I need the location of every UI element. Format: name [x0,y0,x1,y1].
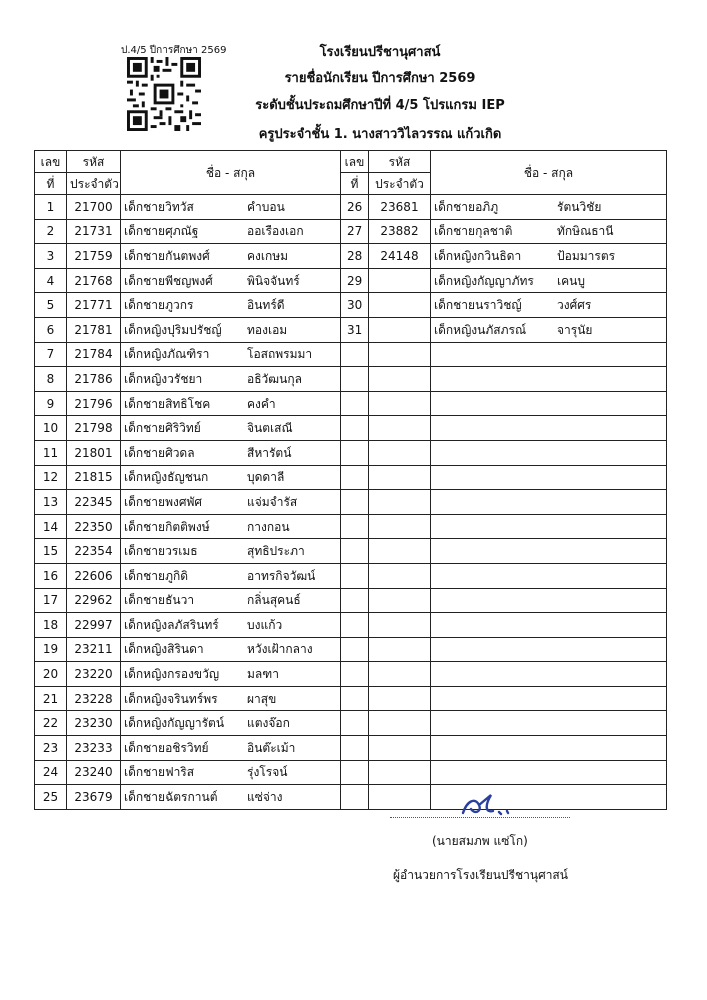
student-surname: อินต๊ะเม้า [247,740,296,755]
student-name-right [431,244,667,269]
student-name [121,195,341,220]
student-code-right [369,760,431,785]
student-code: 23220 [67,662,121,687]
student-surname: ออเรืองเอก [247,224,304,239]
student-name [121,711,341,736]
student-first-name: เด็กหญิงกัญญารัตน์ [124,716,225,731]
student-surname: แจ่มจำรัส [247,494,298,509]
col-code-header-line2: ประจำตัว [67,173,121,195]
student-first-name-right: เด็กชายกุลชาติ [434,224,513,239]
student-name [121,686,341,711]
student-code-right [369,514,431,539]
student-name [121,662,341,687]
row-number: 5 [35,293,67,318]
student-roster-table [34,150,667,810]
student-first-name: เด็กหญิงวรัชยา [124,371,203,386]
student-first-name: เด็กชายศิริวิทย์ [124,421,201,436]
student-code: 21798 [67,416,121,441]
col-no-header-line2: ที่ [35,173,67,195]
student-first-name: เด็กชายภูวกร [124,298,194,313]
student-first-name: เด็กชายพงศพัศ [124,494,202,509]
student-surname: พินิจจันทร์ [247,273,300,288]
signer-title: ผู้อำนวยการโรงเรียนปรีชานุศาสน์ [393,868,568,882]
homeroom-teacher: ครูประจำชั้น 1. นางสาววิไลวรรณ แก้วเกิด [258,127,502,142]
row-number: 12 [35,465,67,490]
student-code: 23228 [67,686,121,711]
row-number: 4 [35,268,67,293]
student-code-right [369,785,431,810]
table-row [35,563,667,588]
table-row [35,317,667,342]
row-number-right [341,416,369,441]
table-row [35,637,667,662]
student-name-right [431,662,667,687]
student-first-name-right: เด็กหญิงนภัสภรณ์ [434,322,527,337]
student-code-right [369,711,431,736]
student-code: 21784 [67,342,121,367]
student-name [121,613,341,638]
row-number: 10 [35,416,67,441]
student-code: 23233 [67,736,121,761]
student-first-name: เด็กชายวรเมธ [124,544,198,559]
student-surname: แซ่จ่าง [247,790,283,805]
row-number: 19 [35,637,67,662]
student-name [121,490,341,515]
student-surname: สุทธิประภา [247,544,305,559]
student-surname: หวังเฝ้ากลาง [247,642,313,657]
header-row-1 [35,151,667,173]
row-number-right [341,686,369,711]
row-number: 23 [35,736,67,761]
student-first-name: เด็กหญิงลภัสรินทร์ [124,617,219,632]
row-number-right: 27 [341,219,369,244]
table-row [35,219,667,244]
row-number-right [341,367,369,392]
student-name [121,416,341,441]
col-name-header: ชื่อ - สกุล [121,151,341,195]
student-name [121,367,341,392]
row-number-right: 29 [341,268,369,293]
table-row [35,342,667,367]
student-code-right [369,637,431,662]
student-code: 21786 [67,367,121,392]
student-code-right [369,686,431,711]
student-surname: โอสถพรมมา [247,347,313,362]
student-name [121,293,341,318]
col-no-header-right-line2: ที่ [341,173,369,195]
student-surname: อธิวัฒนกุล [247,371,302,386]
signature-mark [455,787,525,821]
row-number: 9 [35,391,67,416]
student-name [121,588,341,613]
student-name-right [431,195,667,220]
table-row [35,514,667,539]
student-name-right [431,588,667,613]
student-name [121,244,341,269]
row-number: 13 [35,490,67,515]
table-row [35,440,667,465]
signature-line [390,817,570,818]
student-code: 22354 [67,539,121,564]
row-number-right [341,440,369,465]
row-number: 11 [35,440,67,465]
row-number-right [341,613,369,638]
row-number-right [341,514,369,539]
student-surname: กางกอน [247,519,290,534]
table-row [35,613,667,638]
student-name-right [431,268,667,293]
table-row [35,539,667,564]
student-name [121,342,341,367]
row-number: 24 [35,760,67,785]
student-code: 21700 [67,195,121,220]
student-code-right: 23681 [369,195,431,220]
document-subtitle: รายชื่อนักเรียน ปีการศึกษา 2569 [284,71,476,86]
row-number-right: 26 [341,195,369,220]
row-number-right [341,342,369,367]
row-number-right [341,490,369,515]
student-name-right [431,219,667,244]
student-first-name: เด็กหญิงปุริมปรัชญ์ [124,322,222,337]
student-code-right [369,736,431,761]
row-number-right [341,785,369,810]
row-number: 25 [35,785,67,810]
student-first-name: เด็กชายกิตติพงษ์ [124,519,210,534]
student-code-right [369,613,431,638]
table-row [35,490,667,515]
student-name-right [431,465,667,490]
row-number: 6 [35,317,67,342]
student-name-right [431,367,667,392]
student-name-right [431,711,667,736]
student-name [121,391,341,416]
student-surname: ผาสุข [247,691,277,706]
student-first-name-right: เด็กชายอภิภู [434,199,499,214]
student-code-right [369,317,431,342]
student-name [121,539,341,564]
row-number-right [341,662,369,687]
table-row [35,416,667,441]
student-code-right [369,342,431,367]
student-surname-right: จารุนัย [557,322,593,337]
row-number-right [341,539,369,564]
row-number: 2 [35,219,67,244]
student-code: 22606 [67,563,121,588]
col-code-header-right: รหัส [369,151,431,173]
student-code-right [369,539,431,564]
student-code-right: 24148 [369,244,431,269]
row-number-right: 31 [341,317,369,342]
student-first-name: เด็กชายวิทวัส [124,199,194,214]
student-first-name: เด็กหญิงภัณฑิรา [124,347,210,362]
student-code-right [369,268,431,293]
student-code-right [369,293,431,318]
table-row [35,244,667,269]
student-name-right [431,637,667,662]
student-name-right [431,293,667,318]
student-code: 21771 [67,293,121,318]
school-name: โรงเรียนปรีชานุศาสน์ [319,45,441,60]
row-number-right [341,588,369,613]
student-surname: บงแก้ว [247,617,283,632]
student-code-right: 23882 [369,219,431,244]
student-code: 21731 [67,219,121,244]
table-row [35,662,667,687]
student-first-name: เด็กชายศิวดล [124,445,195,460]
qr-code-icon [127,57,201,131]
row-number: 3 [35,244,67,269]
student-surname: คงเกษม [247,248,289,263]
col-code-header-right-line2: ประจำตัว [369,173,431,195]
student-code: 23679 [67,785,121,810]
student-name [121,440,341,465]
student-code: 22350 [67,514,121,539]
student-code: 23240 [67,760,121,785]
student-code-right [369,662,431,687]
row-number: 21 [35,686,67,711]
student-code: 22962 [67,588,121,613]
student-name-right [431,563,667,588]
row-number-right [341,736,369,761]
student-code-right [369,367,431,392]
student-name-right [431,760,667,785]
student-code: 21815 [67,465,121,490]
col-name-header-right: ชื่อ - สกุล [431,151,667,195]
table-row [35,268,667,293]
student-surname: กลิ่นสุคนธ์ [247,593,301,608]
row-number-right [341,391,369,416]
row-number: 8 [35,367,67,392]
student-name-right [431,514,667,539]
student-code: 21781 [67,317,121,342]
student-code-right [369,416,431,441]
table-row [35,686,667,711]
student-code: 21801 [67,440,121,465]
student-first-name: เด็กชายศุภณัฐ [124,224,199,239]
student-code-right [369,563,431,588]
student-name-right [431,613,667,638]
student-surname: ทองเอม [247,322,288,337]
student-surname-right: ป้อมมารตร [557,248,616,263]
table-row [35,367,667,392]
student-surname: สีหารัตน์ [247,445,292,460]
student-code: 23230 [67,711,121,736]
table-row [35,293,667,318]
class-year-label: ป.4/5 ปีการศึกษา 2569 [121,45,227,56]
student-first-name: เด็กหญิงจรินทร์พร [124,691,218,706]
row-number: 18 [35,613,67,638]
student-first-name: เด็กหญิงกรองขวัญ [124,667,220,682]
student-code-right [369,465,431,490]
student-first-name: เด็กหญิงสิรินดา [124,642,204,657]
row-number: 7 [35,342,67,367]
col-no-header-right: เลข [341,151,369,173]
student-code-right [369,391,431,416]
table-row [35,785,667,810]
student-first-name-right: เด็กหญิงกัญญาภัทร [434,273,534,288]
row-number: 17 [35,588,67,613]
signer-name: (นายสมภพ แซ่โก) [432,834,528,848]
student-name-right [431,539,667,564]
student-name-right [431,686,667,711]
student-name-right [431,391,667,416]
student-first-name: เด็กชายอชิรวิทย์ [124,740,209,755]
student-surname: มลฑา [247,667,279,682]
table-row [35,465,667,490]
student-surname: แตงจ๊อก [247,716,290,731]
student-surname-right: รัตนวิชัย [557,199,602,214]
student-name-right [431,736,667,761]
row-number: 14 [35,514,67,539]
row-number: 22 [35,711,67,736]
student-first-name-right: เด็กชายนราวิชญ์ [434,298,522,313]
student-first-name: เด็กหญิงธัญชนก [124,470,209,485]
col-code-header: รหัส [67,151,121,173]
row-number-right [341,563,369,588]
table-row [35,760,667,785]
student-name-right [431,317,667,342]
row-number: 15 [35,539,67,564]
student-surname: อาทรกิจวัฒน์ [247,568,316,583]
student-first-name: เด็กชายสิทธิโชค [124,396,211,411]
row-number-right [341,637,369,662]
student-first-name: เด็กชายธันวา [124,593,195,608]
student-code-right [369,490,431,515]
student-surname: รุ่งโรจน์ [247,765,288,780]
student-name [121,785,341,810]
student-surname-right: วงศ์ศร [557,298,592,313]
student-code: 23211 [67,637,121,662]
col-no-header: เลข [35,151,67,173]
student-name [121,465,341,490]
student-surname: คงคำ [247,396,276,411]
row-number-right: 30 [341,293,369,318]
row-number: 20 [35,662,67,687]
student-name [121,760,341,785]
student-name [121,514,341,539]
student-surname: บุดดาลี [247,470,285,485]
row-number-right [341,711,369,736]
student-name [121,736,341,761]
table-row [35,391,667,416]
row-number: 16 [35,563,67,588]
student-first-name: เด็กชายฟาริส [124,765,195,780]
student-first-name: เด็กชายพีชญพงศ์ [124,273,213,288]
student-code: 21768 [67,268,121,293]
student-name [121,637,341,662]
student-name-right [431,342,667,367]
student-name [121,317,341,342]
student-code: 22997 [67,613,121,638]
row-number: 1 [35,195,67,220]
table-row [35,711,667,736]
student-code-right [369,440,431,465]
student-code: 22345 [67,490,121,515]
student-code-right [369,588,431,613]
table-row [35,588,667,613]
student-name-right [431,490,667,515]
table-row [35,736,667,761]
student-first-name: เด็กชายกันตพงศ์ [124,248,210,263]
student-surname-right: ทักษิณธานี [557,224,614,239]
student-name-right [431,416,667,441]
row-number-right [341,465,369,490]
row-number-right: 28 [341,244,369,269]
table-row [35,195,667,220]
student-first-name: เด็กชายภูกิดิ [124,568,189,583]
student-code: 21796 [67,391,121,416]
student-name [121,268,341,293]
student-first-name: เด็กชายฉัตรกานต์ [124,790,218,805]
student-surname-right: เคนบู [557,273,585,288]
student-surname: คำบอน [247,199,285,214]
student-code: 21759 [67,244,121,269]
student-surname: อินทร์ดี [247,298,285,313]
class-level: ระดับชั้นประถมศึกษาปีที่ 4/5 โปรแกรม IEP [255,98,505,113]
student-name [121,219,341,244]
student-surname: จินตเสณี [247,421,293,436]
student-first-name-right: เด็กหญิงกวินธิดา [434,248,522,263]
row-number-right [341,760,369,785]
student-name [121,563,341,588]
student-name-right [431,440,667,465]
